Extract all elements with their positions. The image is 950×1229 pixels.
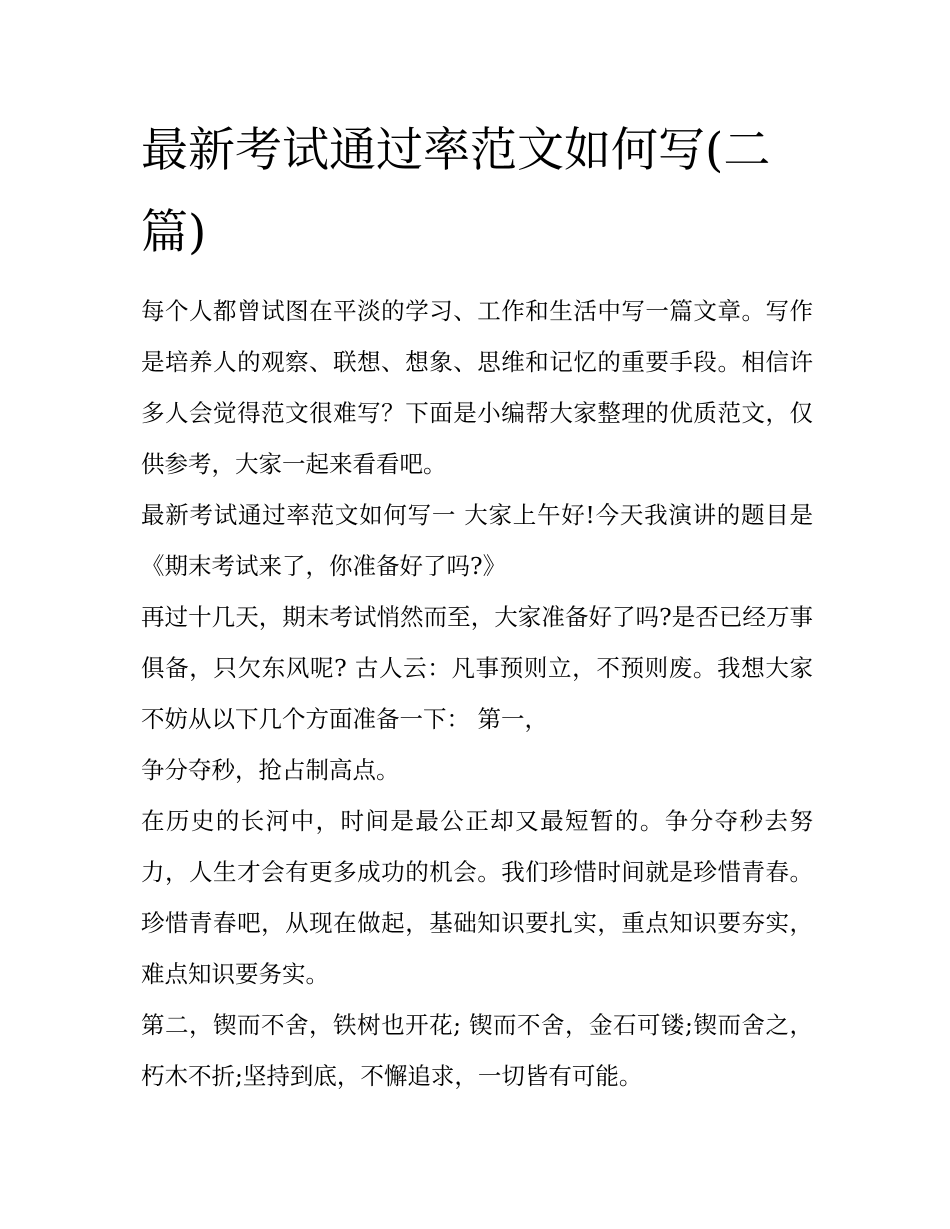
paragraph-intro: 每个人都曾试图在平淡的学习、工作和生活中写一篇文章。写作是培养人的观察、联想、想象、思维和记忆的重要手段。相信许多人会觉得范文很难写？下面是小编帮大家整理的优质范文，仅供参考，大家一起来看看吧。 [141, 297, 813, 478]
document-title: 最新考试通过率范文如何写(二篇) [141, 123, 771, 260]
paragraph-speech-title: 最新考试通过率范文如何写一 大家上午好!今天我演讲的题目是《期末考试来了，你准备好了吗?》 [141, 501, 813, 580]
document-body [141, 286, 813, 1102]
paragraph-point-one: 争分夺秒，抢占制高点。 [141, 756, 400, 784]
paragraph-exam-coming: 再过十几天，期末考试悄然而至，大家准备好了吗?是否已经万事俱备，只欠东风呢? 古人云：凡事预则立，不预则废。我想大家不妨从以下几个方面准备一下： 第一， [141, 603, 813, 733]
document-page [141, 110, 813, 1102]
paragraph-point-two: 第二，锲而不舍，铁树也开花; 锲而不舍，金石可镂;锲而舍之，朽木不折;坚持到底，不懈追求，一切皆有可能。 [141, 1011, 813, 1090]
paragraph-time: 在历史的长河中，时间是最公正却又最短暂的。争分夺秒去努力，人生才会有更多成功的机会。我们珍惜时间就是珍惜青春。珍惜青春吧，从现在做起，基础知识要扎实，重点知识要夯实，难点知识要务实。 [141, 807, 813, 988]
